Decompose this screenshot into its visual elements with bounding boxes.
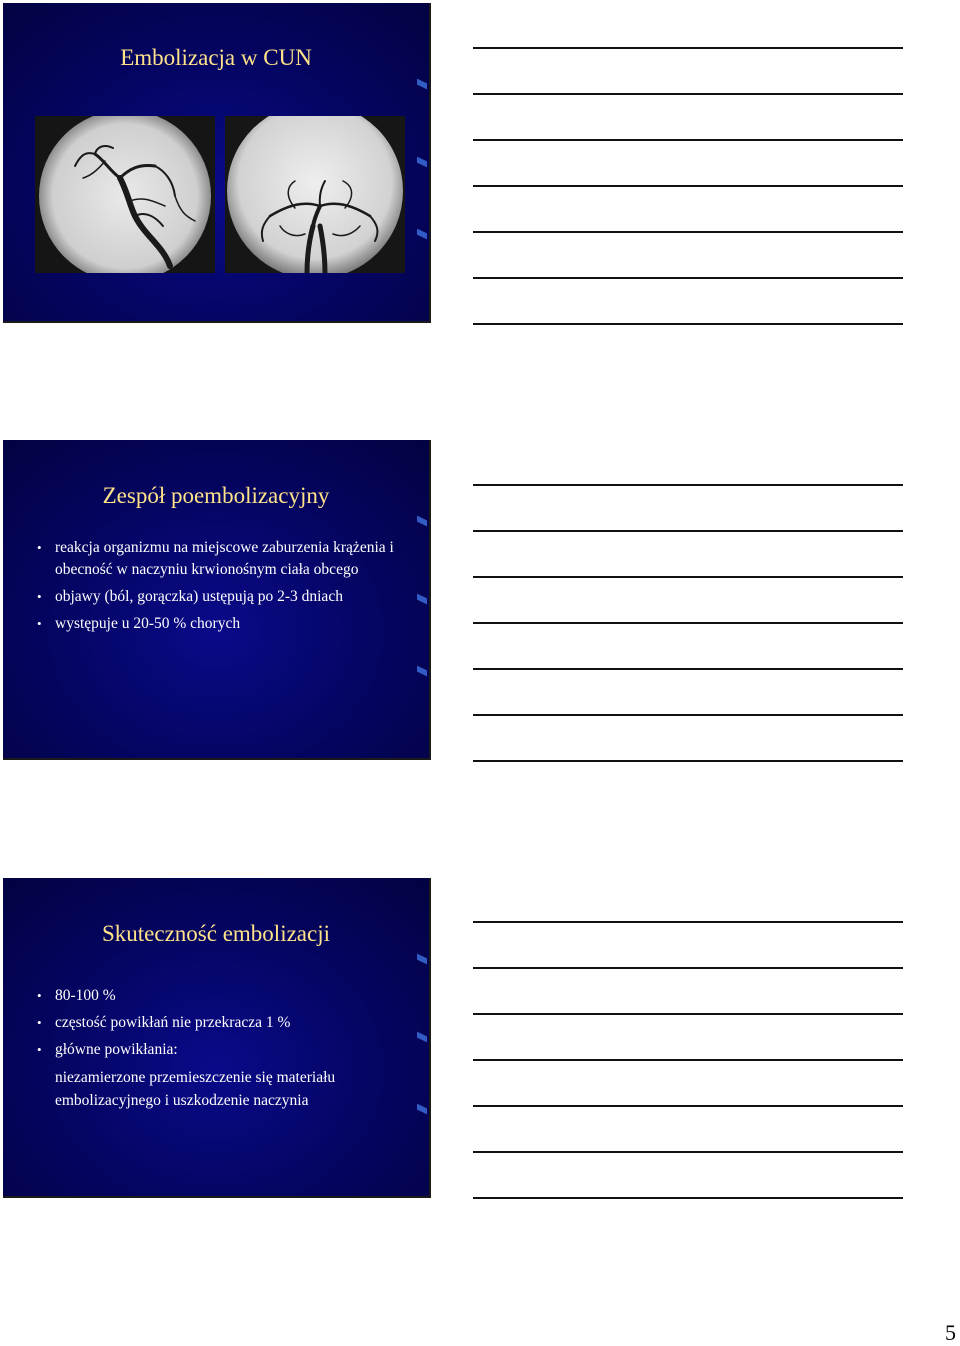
bullet-continuation: niezamierzone przemieszczenie się materiału embolizacyjnego i uszkodzenie naczynia [55,1069,336,1109]
note-line [473,622,903,624]
bullet-item: • występuje u 20-50 % chorych [37,613,399,635]
slide-3 [3,878,431,1198]
note-line [473,1105,903,1107]
note-line [473,576,903,578]
note-line [473,323,903,325]
decor-mark [417,954,427,965]
note-line [473,921,903,923]
decor-mark [417,1032,427,1043]
page-number: 5 [945,1320,956,1345]
decor-mark [417,516,427,527]
decor-mark [417,229,427,240]
note-line [473,139,903,141]
note-line [473,484,903,486]
note-line [473,185,903,187]
bullet-item: • główne powikłania: [37,1039,379,1061]
note-line [473,47,903,49]
note-line [473,277,903,279]
note-line [473,967,903,969]
angiogram-frontal-image [225,116,405,273]
bullet-item: • objawy (ból, gorączka) ustępują po 2-3 dniach [37,586,399,608]
note-line [473,668,903,670]
note-line [473,1013,903,1015]
decor-mark [417,666,427,677]
bullet-list [37,537,399,640]
decor-mark [417,79,427,90]
decor-mark [417,1104,427,1115]
note-line [473,760,903,762]
slide-title: Embolizacja w CUN [120,45,312,70]
slide-1 [3,3,431,323]
note-line [473,231,903,233]
note-line [473,93,903,95]
note-line [473,530,903,532]
note-line [473,1059,903,1061]
decor-mark [417,594,427,605]
note-line [473,714,903,716]
bullet-item: • częstość powikłań nie przekracza 1 % [37,1012,379,1034]
slide-title: Zespół poembolizacyjny [102,483,330,508]
bullet-item: • reakcja organizmu na miejscowe zaburzenia krążenia i obecność w naczyniu krwionośnym ciała obcego [37,537,399,581]
slide-2 [3,440,431,760]
decor-mark [417,157,427,168]
note-line [473,1197,903,1199]
angiogram-lateral-image [35,116,215,273]
note-line [473,1151,903,1153]
bullet-list [37,985,379,1117]
bullet-item: • 80-100 % [37,985,379,1007]
slide-title: Skuteczność embolizacji [101,921,330,946]
